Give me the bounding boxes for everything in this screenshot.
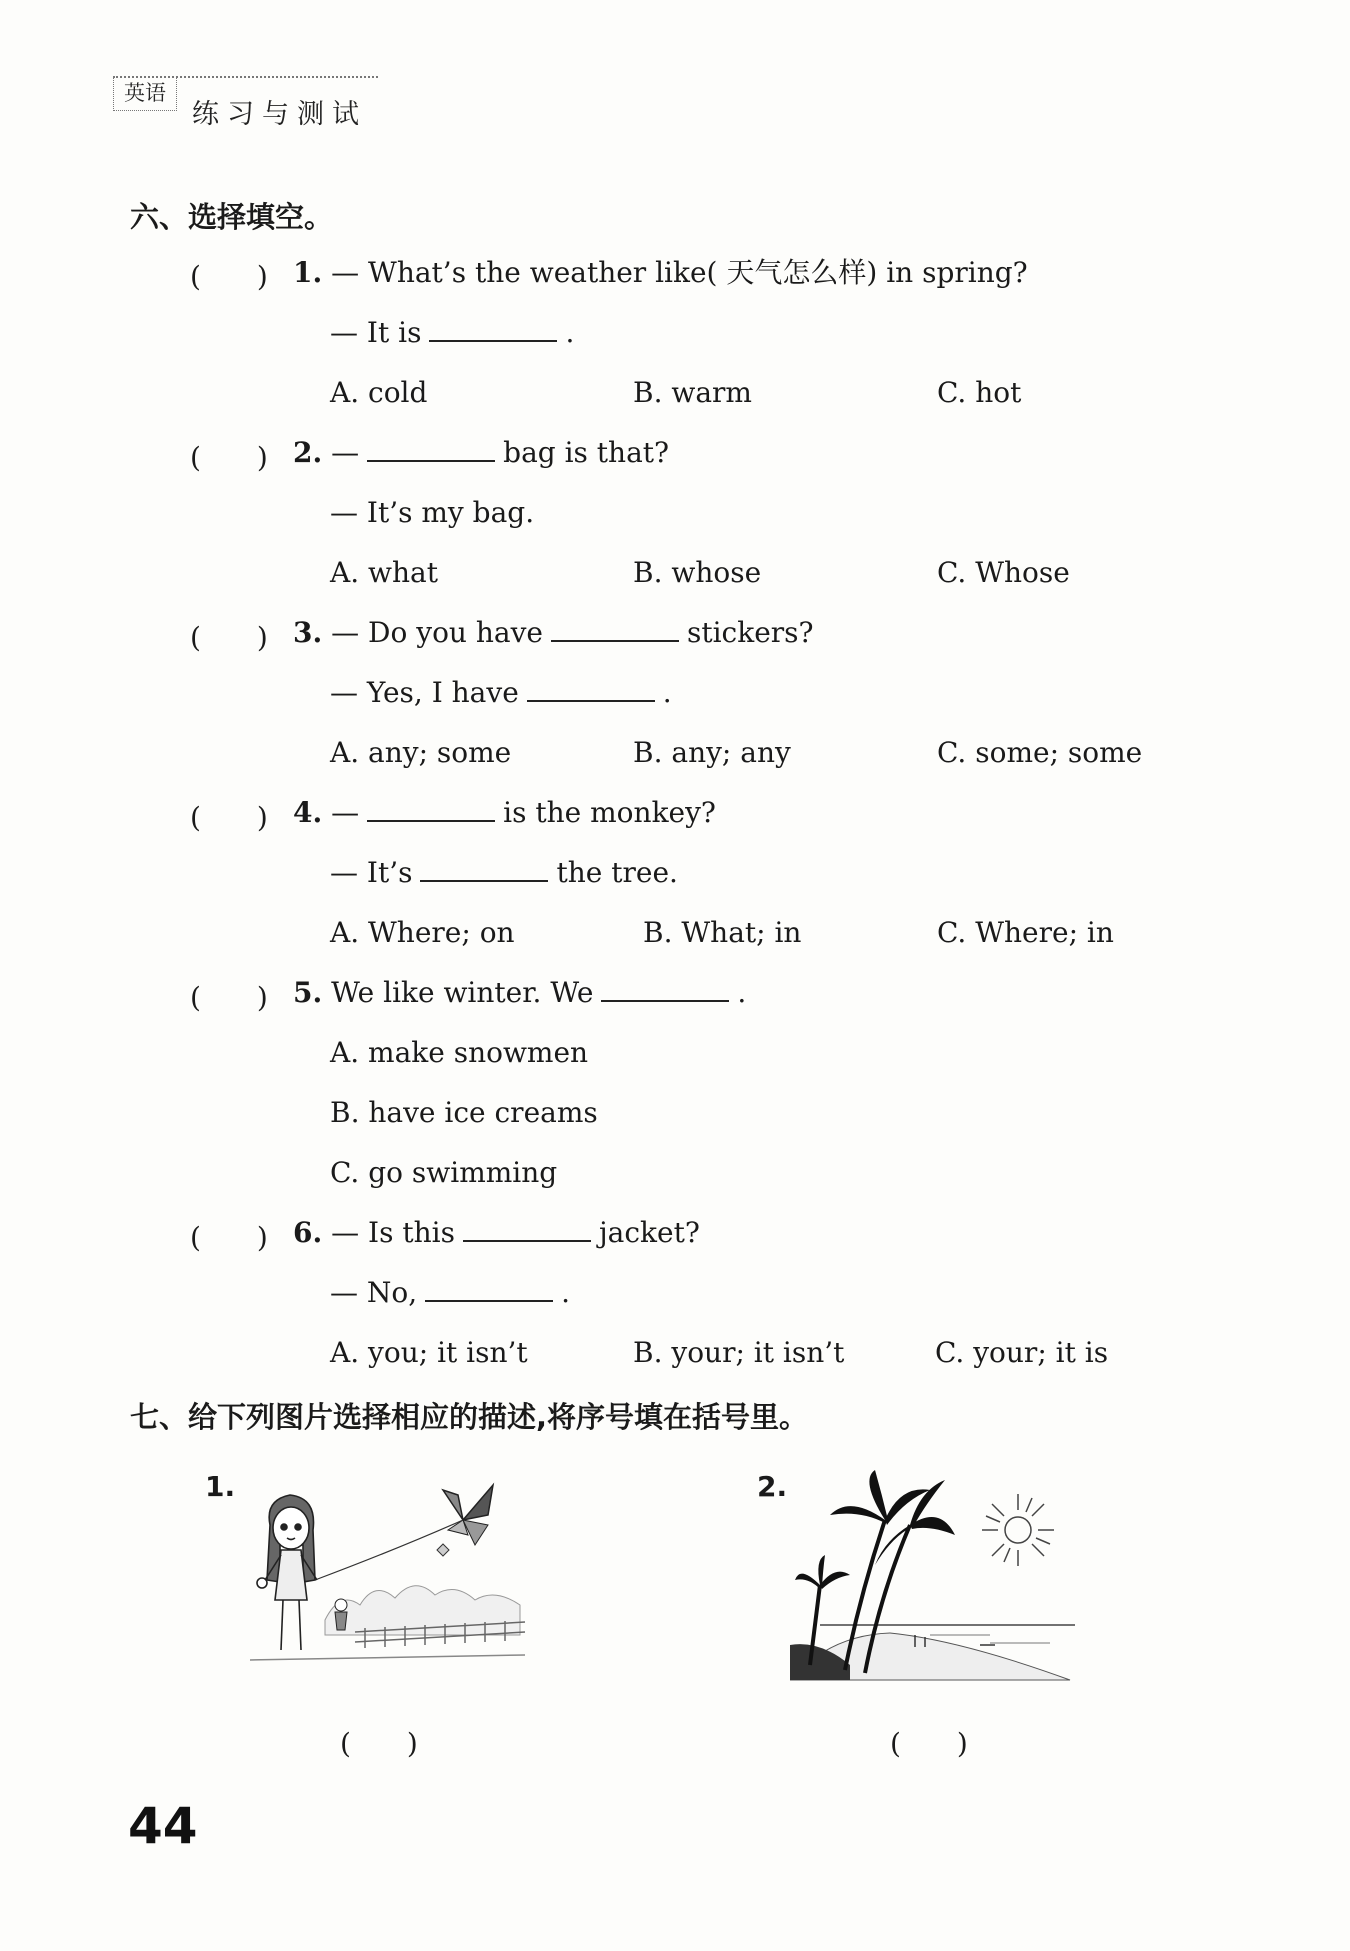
page-number: 44 (128, 1797, 198, 1855)
fill-blank[interactable] (425, 1276, 553, 1302)
question-4-answer-line (330, 856, 678, 890)
picture-2-number: 2. (757, 1470, 788, 1503)
option-b[interactable]: B. warm (633, 376, 752, 409)
answer-text: — It is (330, 316, 422, 349)
question-number: 3. (293, 616, 323, 649)
question-1 (293, 256, 1028, 290)
option-a[interactable]: A. what (330, 556, 438, 589)
question-text: — What’s the weather like( 天气怎么样) in spring? (331, 256, 1028, 289)
question-number: 2. (293, 436, 323, 469)
girl-flying-kite-illustration (245, 1470, 530, 1670)
beach-palm-trees-illustration (790, 1465, 1075, 1695)
option-b[interactable]: B. whose (633, 556, 762, 589)
fill-blank[interactable] (429, 316, 557, 342)
section-6-title: 六、选择填空。 (130, 200, 334, 234)
question-number: 1. (293, 256, 323, 289)
section-7-title: 七、给下列图片选择相应的描述,将序号填在括号里。 (130, 1400, 809, 1434)
question-2-answer-line: — It’s my bag. (330, 496, 535, 529)
option-c[interactable]: C. Where; in (937, 916, 1114, 949)
question-text: jacket? (598, 1216, 700, 1249)
question-punct: . (737, 976, 747, 1009)
fill-blank[interactable] (367, 796, 495, 822)
option-a[interactable]: A. you; it isn’t (330, 1336, 528, 1369)
answer-paren[interactable]: ( ) (190, 441, 268, 474)
question-text: — Is this (331, 1216, 455, 1249)
option-a[interactable]: A. Where; on (330, 916, 515, 949)
header-subject: 英语 (113, 78, 177, 111)
question-6-answer-line (330, 1276, 570, 1310)
answer-text: — No, (330, 1276, 418, 1309)
question-1-answer-line (330, 316, 574, 350)
answer-text: the tree. (556, 856, 678, 889)
option-b[interactable]: B. any; any (633, 736, 791, 769)
fill-blank[interactable] (551, 616, 679, 642)
answer-punct: . (561, 1276, 571, 1309)
fill-blank[interactable] (527, 676, 655, 702)
question-number: 4. (293, 796, 323, 829)
picture-1-number: 1. (205, 1470, 236, 1503)
question-number: 6. (293, 1216, 323, 1249)
answer-paren[interactable]: ( ) (190, 801, 268, 834)
answer-punct: . (662, 676, 672, 709)
option-c[interactable]: C. Whose (937, 556, 1070, 589)
fill-blank[interactable] (420, 856, 548, 882)
option-a[interactable]: A. any; some (330, 736, 512, 769)
option-c[interactable]: C. go swimming (330, 1156, 558, 1189)
answer-punct: . (565, 316, 575, 349)
answer-paren[interactable]: ( ) (190, 1221, 268, 1254)
question-3-answer-line (330, 676, 672, 710)
question-text: is the monkey? (503, 796, 716, 829)
fill-blank[interactable] (463, 1216, 591, 1242)
answer-paren[interactable]: ( ) (190, 621, 268, 654)
option-c[interactable]: C. some; some (937, 736, 1143, 769)
fill-blank[interactable] (367, 436, 495, 462)
fill-blank[interactable] (601, 976, 729, 1002)
answer-paren[interactable]: ( ) (190, 260, 268, 293)
picture-2-answer-paren[interactable]: ( ) (890, 1727, 968, 1760)
option-b[interactable]: B. have ice creams (330, 1096, 598, 1129)
question-text: — Do you have (331, 616, 543, 649)
option-c[interactable]: C. your; it is (935, 1336, 1109, 1369)
question-text: — (331, 436, 360, 469)
question-text: We like winter. We (331, 976, 594, 1009)
option-b[interactable]: B. What; in (643, 916, 802, 949)
question-3 (293, 616, 814, 650)
option-a[interactable]: A. make snowmen (330, 1036, 589, 1069)
option-a[interactable]: A. cold (330, 376, 428, 409)
option-b[interactable]: B. your; it isn’t (633, 1336, 845, 1369)
question-4 (293, 796, 716, 830)
question-number: 5. (293, 976, 323, 1009)
question-text: stickers? (686, 616, 814, 649)
question-6 (293, 1216, 700, 1250)
option-c[interactable]: C. hot (937, 376, 1022, 409)
question-text: bag is that? (503, 436, 670, 469)
question-text: — (331, 796, 360, 829)
answer-text: — It’s (330, 856, 413, 889)
answer-paren[interactable]: ( ) (190, 981, 268, 1014)
question-2 (293, 436, 669, 470)
picture-1-answer-paren[interactable]: ( ) (340, 1727, 418, 1760)
question-5 (293, 976, 746, 1010)
answer-text: — Yes, I have (330, 676, 519, 709)
header-title: 练习与测试 (192, 99, 367, 130)
